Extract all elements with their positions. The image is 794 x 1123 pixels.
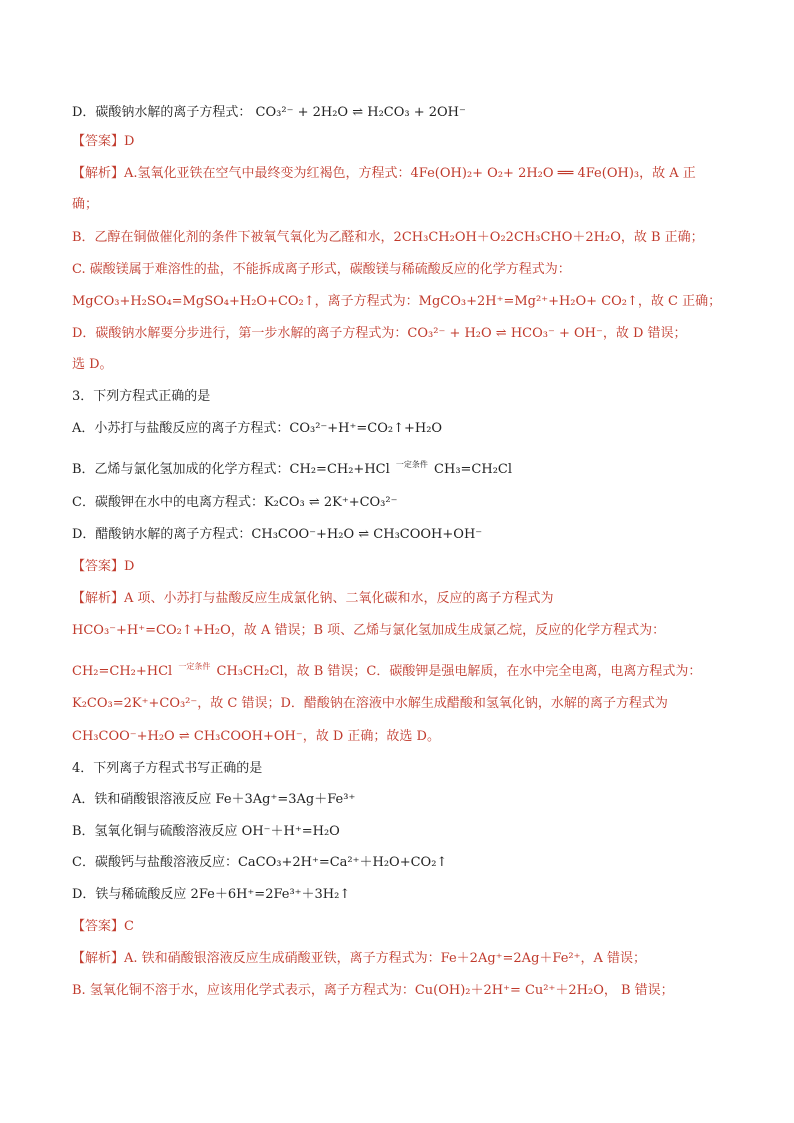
answer-value: D bbox=[124, 559, 135, 574]
q2-analysis-line-3: B．乙醇在铜做催化剂的条件下被氧气氧化为乙醛和水，2CH₃CH₂OH＋O₂2CH₃CHO＋2H₂O，故 B 正确； bbox=[72, 230, 704, 245]
answer-value: D bbox=[124, 134, 135, 149]
q4-option-a: A．铁和硝酸银溶液反应 Fe＋3Ag⁺=3Ag＋Fe³⁺ bbox=[72, 792, 356, 807]
answer-tag: 【答案】 bbox=[72, 559, 125, 574]
analysis-text: A. 铁和硝酸银溶液反应生成硝酸亚铁，离子方程式为：Fe＋2Ag⁺=2Ag＋Fe²⁺，A 错误； bbox=[124, 951, 646, 966]
q4-option-b: B．氢氧化铜与硫酸溶液反应 OH⁻＋H⁺=H₂O bbox=[72, 824, 340, 839]
q2-analysis-line-6: D．碳酸钠水解要分步进行，第一步水解的离子方程式为：CO₃²⁻ + H₂O ⇌ HCO₃⁻ + OH⁻，故 D 错误； bbox=[72, 326, 687, 341]
q3-analysis-line-5: CH₃COO⁻+H₂O ⇌ CH₃COOH+OH⁻，故 D 正确；故选 D。 bbox=[72, 729, 440, 744]
analysis-text: A 项、小苏打与盐酸反应生成氯化钠、二氧化碳和水，反应的离子方程式为 bbox=[124, 591, 554, 606]
analysis-tag: 【解析】 bbox=[72, 591, 125, 606]
q4-stem: 4．下列离子方程式书写正确的是 bbox=[72, 761, 263, 776]
q3-answer bbox=[72, 557, 722, 577]
q2-analysis-line-1 bbox=[72, 164, 722, 184]
q3-analysis-line-2: HCO₃⁻+H⁺=CO₂↑+H₂O，故 A 错误；B 项、乙烯与氯化氢加成生成氯乙烷，反应的化学方程式为： bbox=[72, 623, 666, 638]
answer-value: C bbox=[124, 919, 134, 934]
q3-stem: 3．下列方程式正确的是 bbox=[72, 389, 211, 404]
q3-option-d: D．醋酸钠水解的离子方程式：CH₃COO⁻+H₂O ⇌ CH₃COOH+OH⁻ bbox=[72, 527, 483, 542]
q3-analysis-line-1 bbox=[72, 589, 722, 609]
answer-tag: 【答案】 bbox=[72, 134, 125, 149]
option-b-text: B．乙烯与氯化氢加成的化学方程式：CH₂=CH₂+HCl bbox=[72, 462, 394, 477]
q2-analysis-line-5: MgCO₃+H₂SO₄=MgSO₄+H₂O+CO₂↑，离子方程式为：MgCO₃+2H⁺=Mg²⁺+H₂O+ CO₂↑，故 C 正确； bbox=[72, 294, 722, 309]
q4-analysis-line-2: B. 氢氧化铜不溶于水，应该用化学式表示，离子方程式为：Cu(OH)₂＋2H⁺= Cu²⁺＋2H₂O， B 错误； bbox=[72, 983, 674, 998]
q2-option-d: D．碳酸钠水解的离子方程式： CO₃²⁻ + 2H₂O ⇌ H₂CO₃ + 2OH⁻ bbox=[72, 105, 466, 120]
reaction-condition: 一定条件 bbox=[395, 460, 428, 469]
q2-answer bbox=[72, 132, 722, 152]
q3-analysis-line-4: K₂CO₃=2K⁺+CO₃²⁻，故 C 错误；D．醋酸钠在溶液中水解生成醋酸和氢氧化钠，水解的离子方程式为 bbox=[72, 696, 668, 711]
analysis-tag: 【解析】 bbox=[72, 166, 125, 181]
reaction-condition: 一定条件 bbox=[178, 662, 211, 671]
q3-analysis-line-3 bbox=[72, 657, 722, 682]
analysis-text: A.氢氧化亚铁在空气中最终变为红褐色，方程式：4Fe(OH)₂+ O₂+ 2H₂O ══ 4Fe(OH)₃，故 A 正 bbox=[124, 166, 696, 181]
q4-option-c: C．碳酸钙与盐酸溶液反应：CaCO₃+2H⁺=Ca²⁺＋H₂O+CO₂↑ bbox=[72, 855, 448, 870]
q3-option-a: A．小苏打与盐酸反应的离子方程式：CO₃²⁻+H⁺=CO₂↑+H₂O bbox=[72, 421, 443, 436]
q3-option-b bbox=[72, 455, 722, 480]
q4-answer bbox=[72, 917, 722, 937]
q3-option-c: C．碳酸钾在水中的电离方程式：K₂CO₃ ⇌ 2K⁺+CO₃²⁻ bbox=[72, 495, 398, 510]
q2-analysis-line-2: 确； bbox=[72, 197, 99, 212]
q2-analysis-line-4: C. 碳酸镁属于难溶性的盐，不能拆成离子形式，碳酸镁与稀硫酸反应的化学方程式为： bbox=[72, 262, 571, 277]
q4-analysis-line-1 bbox=[72, 949, 722, 969]
analysis-tag: 【解析】 bbox=[72, 951, 125, 966]
analysis-text: CH₂=CH₂+HCl bbox=[72, 664, 177, 679]
answer-tag: 【答案】 bbox=[72, 919, 125, 934]
q2-analysis-line-7: 选 D。 bbox=[72, 357, 113, 372]
analysis-text: CH₃CH₂Cl，故 B 错误；C．碳酸钾是强电解质，在水中完全电离，电离方程式为： bbox=[212, 664, 702, 679]
q4-option-d: D．铁与稀硫酸反应 2Fe＋6H⁺=2Fe³⁺＋3H₂↑ bbox=[72, 887, 351, 902]
option-b-product: CH₃=CH₂Cl bbox=[429, 462, 513, 477]
